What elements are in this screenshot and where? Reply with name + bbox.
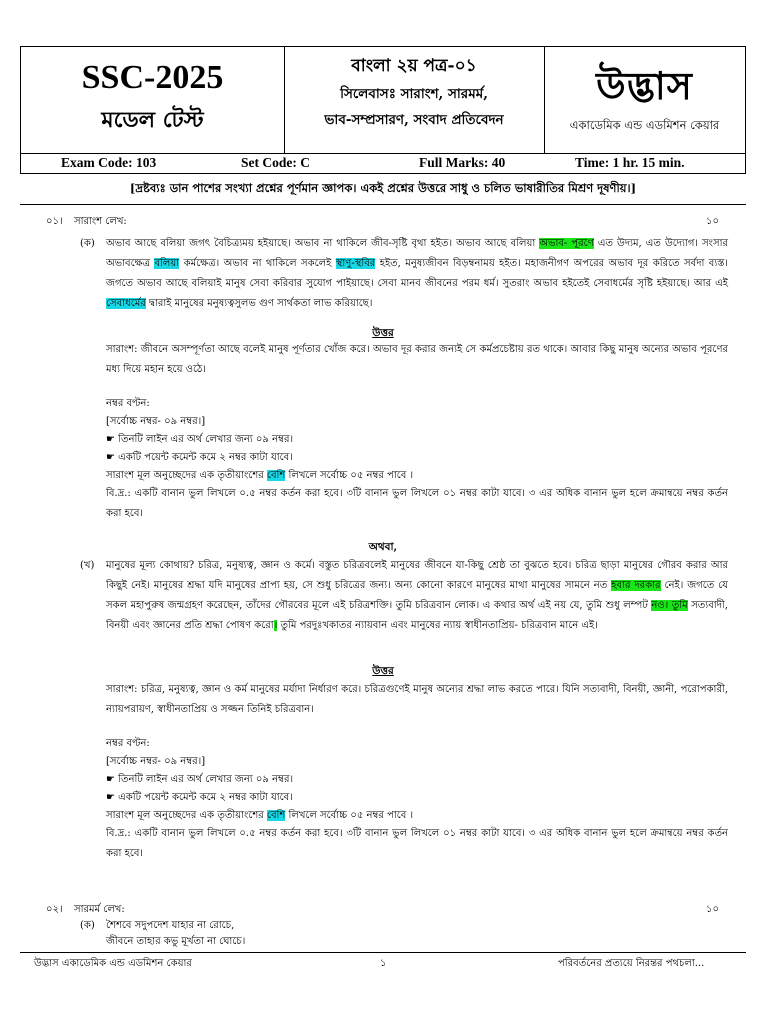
q1b-passage: মানুষের মূল্য কোথায়? চরিত্র, মনুষ্যত্ব, জ্ঞান ও কর্মে। বস্তুত চরিত্রবলেই মানুষের জীবনে যা-কিছু শ্রেষ্ঠ তা বুঝতে হবে। চরিত্র ছাড়া মানুষের গৌরব করার আর কিছুই নেই। মানুষের শ্রদ্ধা যদি মানুষের প্রাপ্য হয়, সে শুধু চরিত্রের জন্য। অন্য কোনো কারণে মানুষের মাথা মানুষের সামনে নত হবার দরকার নেই। জগতে যে সকল মহাপুরুষ জন্মগ্রহণ করেছেন, তাঁদের গৌরবের মূলে এই চরিত্রশক্তি। তুমি চরিত্রবান লোক। এ কথার অর্থ এই নয় যে, তুমি শুধু লম্পট নও। তুমি সত্যবাদী, বিনয়ী এবং জ্ঞানের প্রতি শ্রদ্ধা পোষণ করো। তুমি পরদুঃখকাতর ন্যায়বান এবং মানুষের ন্যায় স্বাধীনতাপ্রিয়- চরিত্রবান মানে এই। <box>106 560 728 631</box>
exam-title-cell <box>21 47 285 153</box>
q1b-answer: সারাংশ: চরিত্র, মনুষ্যত্ব, জ্ঞান ও কর্ম মানুষের মর্যাদা নির্ধারণ করে। চরিত্রগুণেই মানুষ অন্যের শ্রদ্ধা লাভ করতে পারে। যিনি সত্যবাদী, বিনয়ী, জ্ঞানী, পরোপকারী, ন্যায়পরায়ণ, স্বাধীনতাপ্রিয় ও সজ্জন তিনিই চরিত্রবান। <box>106 684 728 715</box>
footer-divider <box>20 952 746 953</box>
q1a-rubric-3: সারাংশ মূল অনুচ্ছেদের এক তৃতীয়াংশের বেশি লিখলে সর্বোচ্চ ০৫ নম্বর পাবে । <box>106 470 414 481</box>
q1b-rubric-max: [সর্বোচ্চ নম্বর- ০৯ নম্বর।] <box>106 756 206 767</box>
subject-title: বাংলা ২য় পত্র-০১ <box>351 56 477 76</box>
brand-logo: উদ্ভাস <box>596 63 693 108</box>
highlight: স্থাণু-স্থবির <box>335 258 376 269</box>
q1a-answer-heading: উত্তর <box>372 327 394 339</box>
q1a-label: (ক) <box>80 238 95 249</box>
q1a-answer: সারাংশ: জীবনে অসম্পূর্ণতা আছে বলেই মানুষ পূর্ণতার খোঁজ করে। অভাব দূর করার জন্যই সে কর্মপ্রচেষ্টায় রত থাকে। আবার কিছু মানুষ অন্যের অভাব পূরণের মধ্য দিয়ে মহান হয়ে ওঠে। <box>106 344 728 375</box>
highlight: সেবাধর্মের <box>106 298 146 309</box>
syllabus-line-1: সিলেবাসঃ সারাংশ, সারমর্ম, <box>340 86 488 102</box>
logo-cell <box>544 47 745 153</box>
q1a-rubric-title: নম্বর বণ্টন: <box>106 398 150 409</box>
page-number: ১ <box>380 958 387 969</box>
q1b-rubric-2: ☛ একটি পয়েন্ট কমেন্ট কমে ২ নম্বর কাটা যাবে। <box>106 792 293 803</box>
q1b-rubric-1: ☛ তিনটি লাইন এর অর্থ লেখার জন্য ০৯ নম্বর। <box>106 774 294 785</box>
full-marks: Full Marks: 40 <box>419 155 506 170</box>
q2-title: সারমর্ম লেখ: <box>74 904 125 915</box>
highlight: বেশি <box>266 470 286 481</box>
header-box <box>20 46 746 154</box>
test-name: মডেল টেস্ট <box>101 107 204 133</box>
footer-right: পরিবর্তনের প্রত্যয়ে নিরন্তর পথচলা... <box>558 958 705 969</box>
q1-title: সারাংশ লেখ: <box>74 216 127 227</box>
q2a-label: (ক) <box>80 920 95 931</box>
or-divider: অথবা, <box>368 541 398 553</box>
q1-number: ০১। <box>46 216 63 227</box>
highlight: হবার দরকার <box>611 580 661 591</box>
q2a-line-1: শৈশবে সদুপদেশ যাহার না রোচে, <box>106 920 235 931</box>
q1a-rubric-4: বি.দ্র.: একটি বানান ভুল লিখলে ০.৫ নম্বর কর্তন করা হবে। ৩টি বানান ভুল লিখলে ০১ নম্বর কাটা যাবে। ৩ এর অধিক বানান ভুল হলে ক্রমান্বয়ে নম্বর কর্তন করা হবে। <box>106 488 729 519</box>
q1b-label: (খ) <box>80 560 95 571</box>
subject-cell <box>284 47 545 153</box>
q2a-line-2: জীবনে তাহার কভু মূর্খতা না ঘোচে। <box>106 936 246 947</box>
instruction-note: [দ্রষ্টব্যঃ ডান পাশের সংখ্যা প্রশ্নের পূর্ণমান জ্ঞাপক। একই প্রশ্নের উত্তরে সাধু ও চলিত ভাষারীতির মিশ্রণ দূষণীয়।] <box>129 181 637 195</box>
set-code: Set Code: C <box>241 155 310 170</box>
q1a-passage: অভাব আছে বলিয়া জগৎ বৈচিত্র্যময় হইয়াছে। অভাব না থাকিলে জীব-সৃষ্টি বৃথা হইত। অভাব আছে বলিয়া অভাব- পূরণে এত উদ্যম, এত উদ্যোগ। সংসার অভাবক্ষেত্র বলিয়া কর্মক্ষেত্র। অভাব না থাকিলে সকলেই স্থাণু-স্থবির হইত, মনুষ্যজীবন বিড়ম্বনাময় হইত। মহাজনীগণ অপরের অভাব দূর করিতে সর্বদা ব্যস্ত। জগতে অভাব আছে বলিয়াই মানুষ সেবা করিবার সুযোগ পাইয়াছে। সেবা মানব জীবনের পরম ধর্ম। সুতরাং অভাব হইতেই সেবাধর্মের সৃষ্টি হইয়াছে। আর এই সেবাধর্মের দ্বারাই মানুষের মনুষ্যত্বসুলভ গুণ সার্থকতা লাভ করিয়াছে। <box>106 238 729 309</box>
q1b-rubric-3: সারাংশ মূল অনুচ্ছেদের এক তৃতীয়াংশের বেশি লিখলে সর্বোচ্চ ০৫ নম্বর পাবে । <box>106 810 414 821</box>
exam-code: Exam Code: 103 <box>61 155 157 170</box>
highlight: অভাব- পূরণে <box>539 238 594 249</box>
q1b-rubric-4: বি.দ্র.: একটি বানান ভুল লিখলে ০.৫ নম্বর কর্তন করা হবে। ৩টি বানান ভুল লিখলে ০১ নম্বর কাটা যাবে। ৩ এর অধিক বানান ভুল হলে ক্রমান্বয়ে নম্বর কর্তন করা হবে। <box>106 828 729 859</box>
highlight: বলিয়া <box>154 258 180 269</box>
syllabus-line-2: ভাব-সম্প্রসারণ, সংবাদ প্রতিবেদন <box>324 112 504 128</box>
highlight: নও। তুমি <box>651 600 688 611</box>
exam-name: SSC-2025 <box>81 59 224 96</box>
q2-number: ০২। <box>46 904 63 915</box>
q1b-rubric-title: নম্বর বণ্টন: <box>106 738 150 749</box>
q1b-answer-heading: উত্তর <box>372 665 394 677</box>
q1-marks: ১০ <box>706 216 719 227</box>
brand-tagline: একাডেমিক এন্ড এডমিশন কেয়ার <box>569 118 720 132</box>
q1a-rubric-max: [সর্বোচ্চ নম্বর- ০৯ নম্বর।] <box>106 416 206 427</box>
highlight: বেশি <box>266 810 286 821</box>
q1a-rubric-1: ☛ তিনটি লাইন এর অর্থ লেখার জন্য ০৯ নম্বর। <box>106 434 294 445</box>
highlight: । <box>273 620 278 631</box>
q1a-rubric-2: ☛ একটি পয়েন্ট কমেন্ট কমে ২ নম্বর কাটা যাবে। <box>106 452 293 463</box>
exam-meta-bar <box>20 154 746 174</box>
footer-left: উদ্ভাস একাডেমিক এন্ড এডমিশন কেয়ার <box>34 958 192 969</box>
divider <box>20 204 746 205</box>
q2-marks: ১০ <box>706 904 719 915</box>
time-limit: Time: 1 hr. 15 min. <box>575 155 685 170</box>
